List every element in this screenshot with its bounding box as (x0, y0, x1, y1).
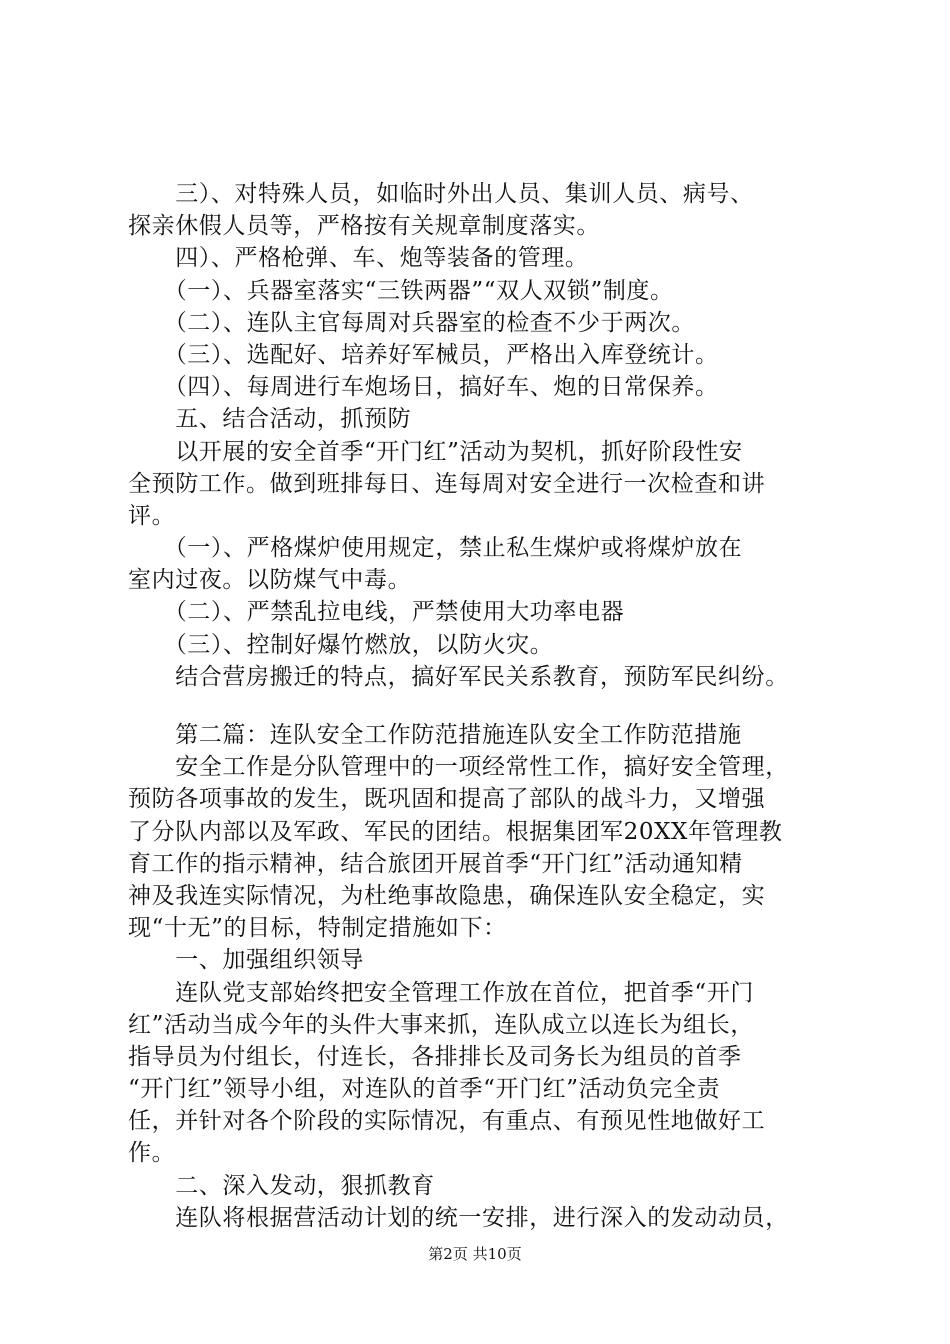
text-line: 四）、严格枪弹、车、炮等装备的管理。 (128, 245, 589, 272)
text-line: 探亲休假人员等，严格按有关规章制度落实。 (128, 213, 600, 240)
text-line: 以开展的安全首季“开门红”活动为契机，抓好阶段性安 (128, 438, 743, 465)
text-line: 了分队内部以及军政、军民的团结。根据集团军20XX年管理教 (128, 818, 783, 845)
text-line: 神及我连实际情况，为杜绝事故隐患，确保连队安全稳定，实 (128, 882, 766, 909)
text-line: （四）、每周进行车炮场日，搞好车、炮的日常保养。 (128, 374, 719, 401)
text-line: 结合营房搬迁的特点，搞好军民关系教育，预防军民纠纷。 (128, 663, 789, 690)
document-body (128, 178, 848, 1234)
section-heading: 二、深入发动，狠抓教育 (128, 1172, 435, 1199)
text-line: 安全工作是分队管理中的一项经常性工作，搞好安全管理， (128, 754, 789, 781)
chapter-heading: 第二篇：连队安全工作防范措施连队安全工作防范措施 (128, 722, 742, 748)
page-footer (0, 1244, 950, 1264)
text-line: 室内过夜。以防煤气中毒。 (128, 567, 412, 594)
text-line: “开门红”领导小组，对连队的首季“开门红”活动负完全责 (128, 1076, 721, 1103)
text-line: 预防各项事故的发生，既巩固和提高了部队的战斗力，又增强 (128, 786, 766, 813)
section-heading: 一、加强组织领导 (128, 947, 364, 974)
text-line: 全预防工作。做到班排每日、连每周对安全进行一次检查和讲 (128, 470, 766, 497)
text-line: （二）、连队主官每周对兵器室的检查不少于两次。 (128, 309, 695, 336)
text-line: 红”活动当成今年的头件大事来抓，连队成立以连长为组长， (128, 1011, 754, 1038)
section-heading: 五、结合活动，抓预防 (128, 406, 412, 433)
text-line: （二）、严禁乱拉电线，严禁使用大功率电器 (128, 599, 625, 626)
page-number: 第2页 共10页 (428, 1245, 522, 1263)
text-line: （三）、选配好、培养好军械员，严格出入库登统计。 (128, 341, 719, 368)
text-line: 作。 (128, 1140, 176, 1167)
paragraph-gap (128, 693, 848, 719)
text-line: 育工作的指示精神，结合旅团开展首季“开门红”活动通知精 (128, 850, 743, 877)
text-line: （一）、兵器室落实“三铁两器”“双人双锁”制度。 (128, 277, 674, 304)
text-line: 连队党支部始终把安全管理工作放在首位，把首季“开门 (128, 979, 754, 1006)
text-line: 连队将根据营活动计划的统一安排，进行深入的发动动员， (128, 1204, 789, 1231)
text-line: （三）、控制好爆竹燃放，以防火灾。 (128, 631, 554, 658)
text-line: 评。 (128, 502, 176, 529)
text-line: 任，并针对各个阶段的实际情况，有重点、有预见性地做好工 (128, 1108, 766, 1135)
text-line: 指导员为付组长，付连长，各排排长及司务长为组员的首季 (128, 1043, 742, 1070)
text-line: （一）、严格煤炉使用规定，禁止私生煤炉或将煤炉放在 (128, 535, 743, 562)
text-line: 现“十无”的目标，特制定措施如下： (128, 915, 507, 942)
text-line: 三）、对特殊人员，如临时外出人员、集训人员、病号、 (128, 181, 754, 207)
